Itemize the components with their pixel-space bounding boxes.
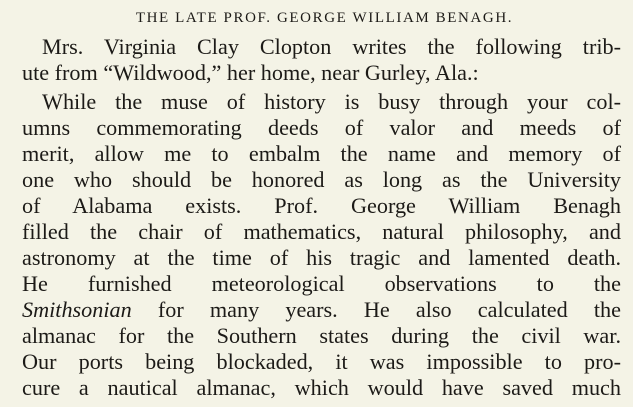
body-paragraph bbox=[22, 89, 621, 401]
body-line: almanac for the Southern states during the civil war. bbox=[22, 323, 621, 348]
body-line: filled the chair of mathematics, natural philosophy, and bbox=[22, 219, 621, 244]
article-heading: THE LATE PROF. GEORGE WILLIAM BENAGH. bbox=[135, 10, 514, 26]
body-line: of Alabama exists. Prof. George William Benagh bbox=[22, 193, 621, 218]
intro-line: ute from “Wildwood,” her home, near Gurley, Ala.: bbox=[22, 60, 479, 85]
body-line: umns commemorating deeds of valor and meeds of bbox=[22, 115, 621, 140]
intro-paragraph bbox=[22, 34, 621, 86]
body-line: He furnished meteorological observations to the bbox=[22, 271, 621, 296]
body-line: merit, allow me to embalm the name and memory of bbox=[22, 141, 621, 166]
body-line: Our ports being blockaded, it was impossible to pro- bbox=[22, 349, 621, 374]
intro-line: Mrs. Virginia Clay Clopton writes the following trib- bbox=[42, 34, 621, 59]
body-line: cure a nautical almanac, which would have saved much bbox=[22, 375, 621, 400]
publication-name: Smithsonian bbox=[22, 297, 132, 322]
body-line: astronomy at the time of his tragic and lamented death. bbox=[22, 245, 621, 270]
body-line: one who should be honored as long as the University bbox=[22, 167, 621, 192]
body-line: While the muse of history is busy through your col- bbox=[42, 89, 621, 114]
body-line-text: for many years. He also calculated the bbox=[131, 297, 621, 322]
body-line bbox=[22, 297, 621, 323]
